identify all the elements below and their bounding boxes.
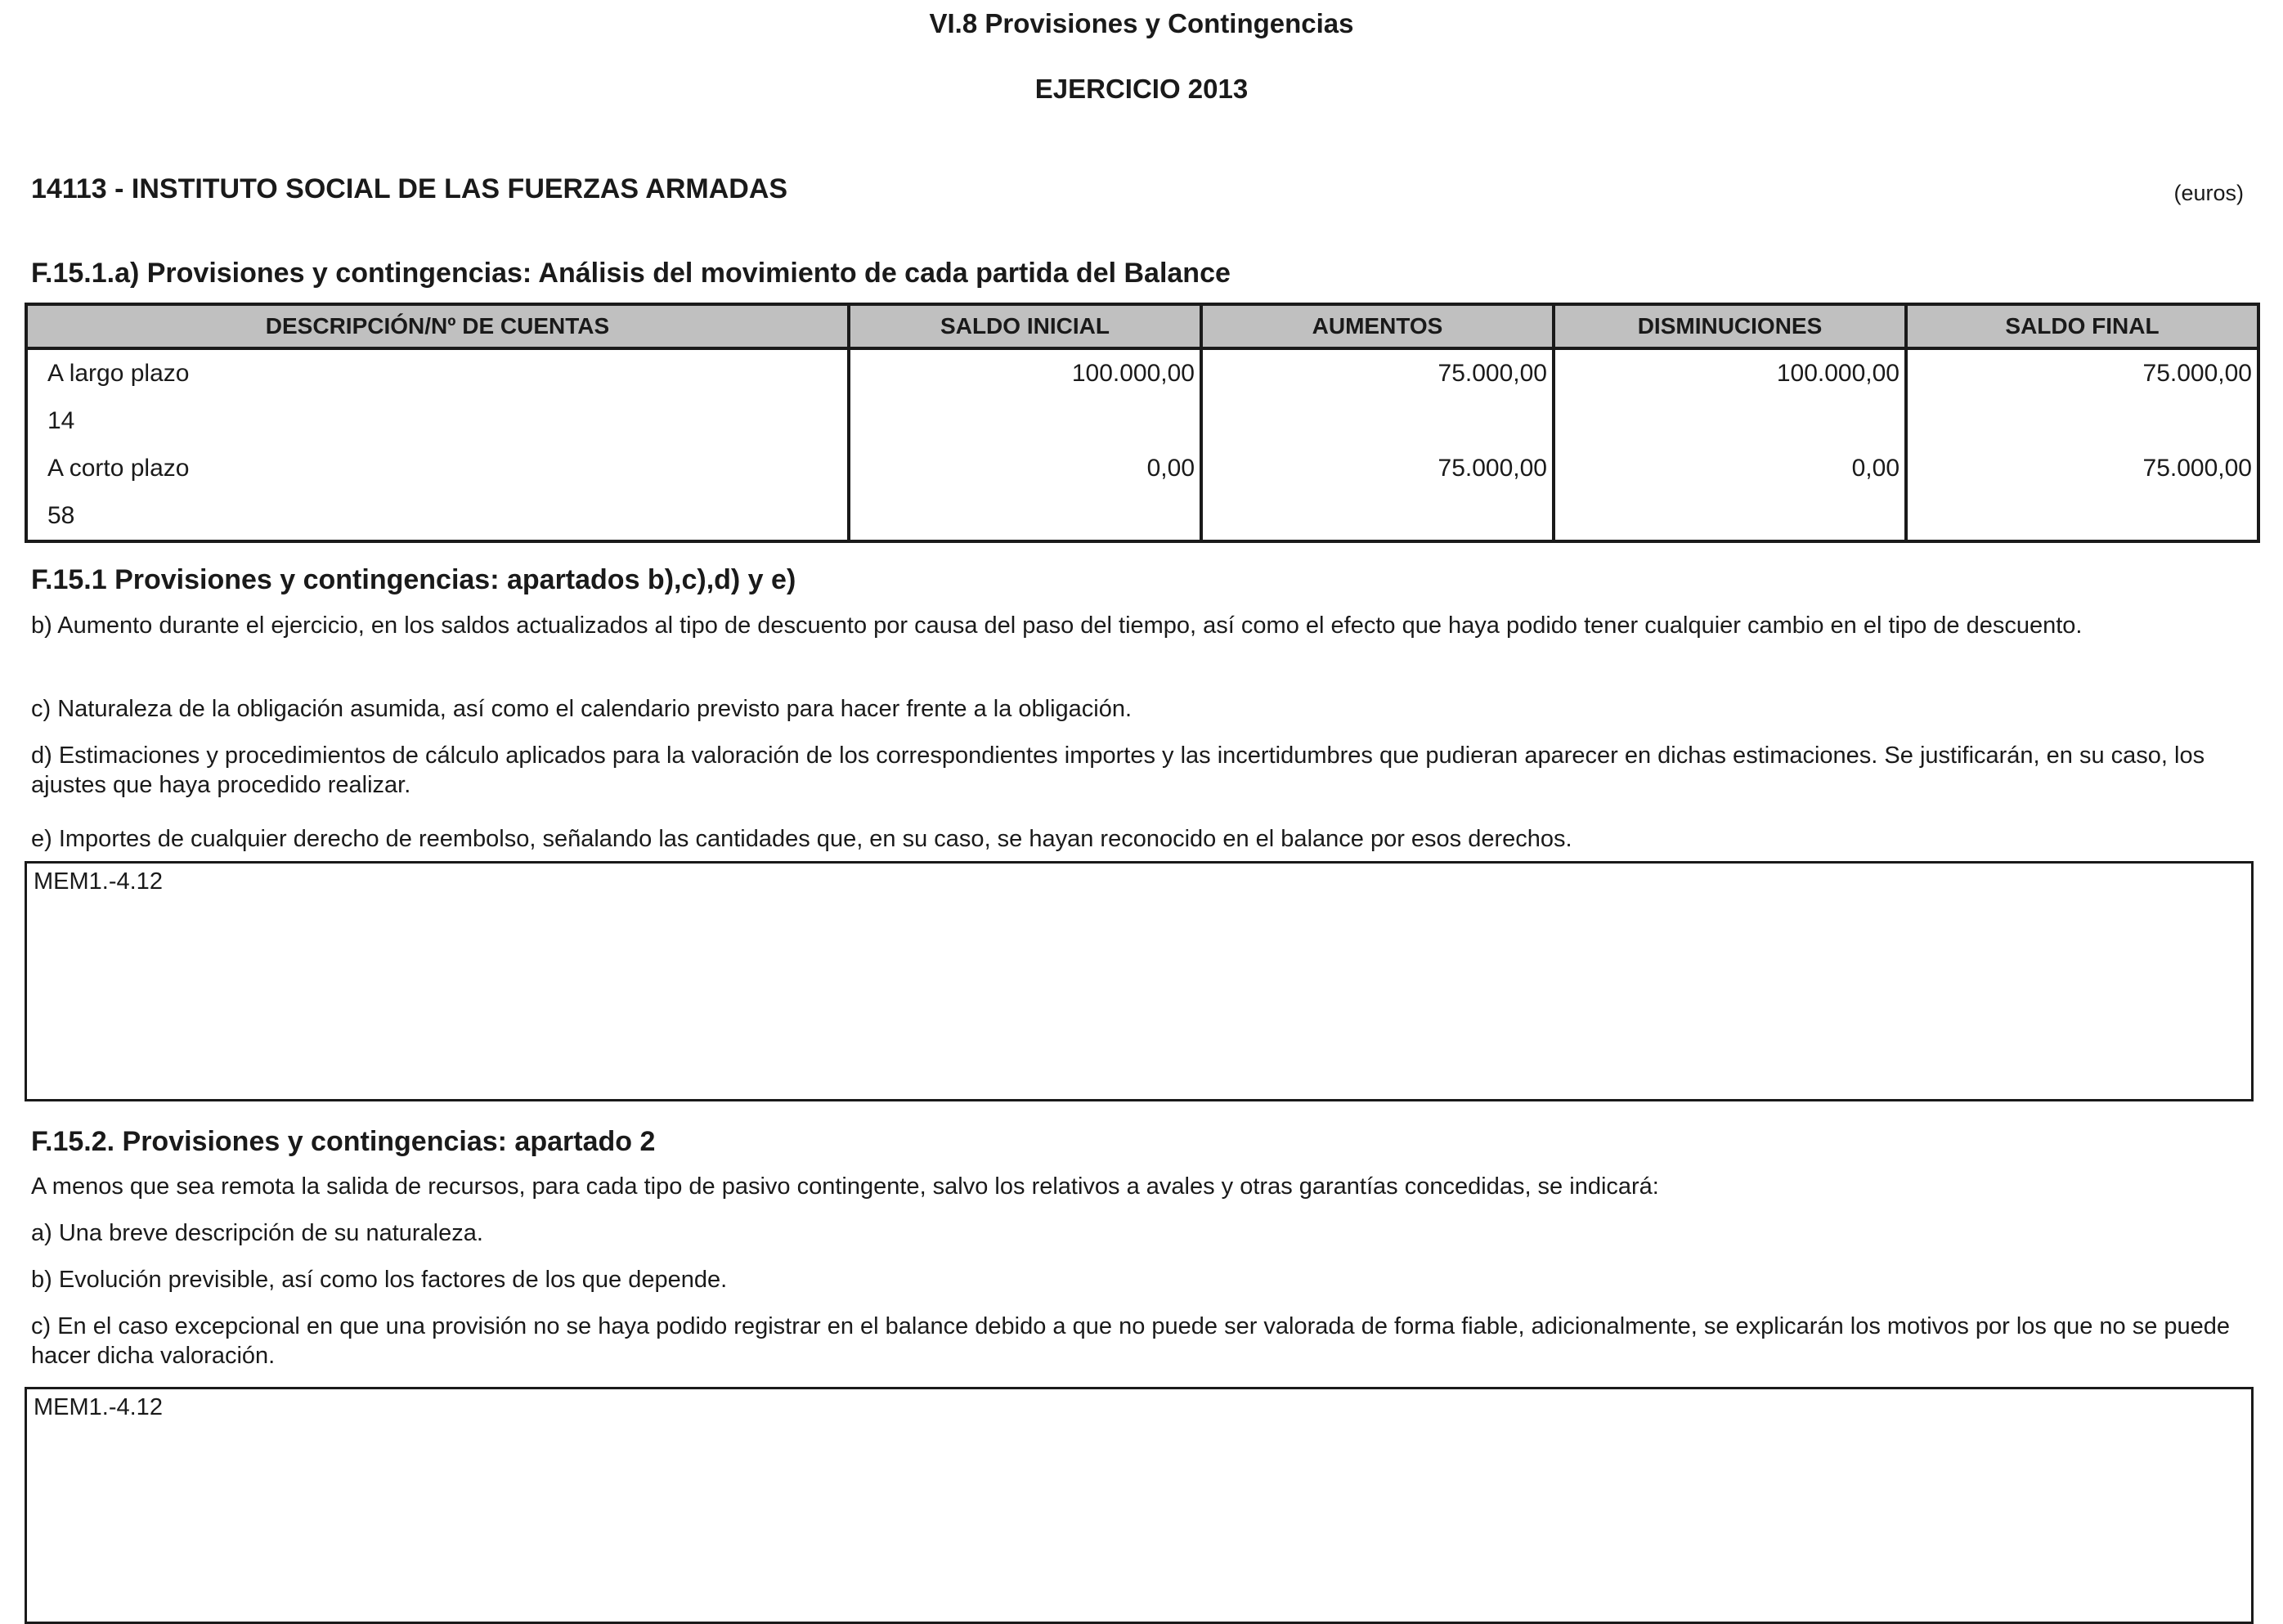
provisions-movement-table (25, 303, 2260, 543)
column-header-final-balance: SALDO FINAL (1906, 304, 2258, 348)
column-header-initial-balance: SALDO INICIAL (849, 304, 1201, 348)
paragraph-e: e) Importes de cualquier derecho de reembolso, señalando las cantidades que, en su caso, se hayan reconocido en el balance por esos derechos. (31, 826, 1572, 852)
table-row (26, 445, 2258, 492)
increases-cell: 75.000,00 (1201, 445, 1554, 492)
page-title: VI.8 Provisiones y Contingencias (929, 8, 1354, 38)
paragraph-c: c) Naturaleza de la obligación asumida, así como el calendario previsto para hacer frente a la obligación. (31, 696, 1133, 722)
column-header-description: DESCRIPCIÓN/Nº DE CUENTAS (26, 304, 849, 348)
row-description: A largo plazo (26, 348, 849, 397)
table-row (26, 492, 2258, 541)
section-heading-apartados: F.15.1 Provisiones y contingencias: apartados b),c),d) y e) (31, 564, 796, 595)
increases-cell (1201, 397, 1554, 445)
account-number: 14 (26, 397, 849, 445)
fiscal-year-title: EJERCICIO 2013 (1034, 74, 1249, 104)
decreases-cell: 0,00 (1554, 445, 1906, 492)
final-balance-cell: 75.000,00 (1906, 348, 2258, 397)
column-header-decreases: DISMINUCIONES (1554, 304, 1906, 348)
paragraph-c: c) En el caso excepcional en que una provisión no se haya podido registrar en el balance debido a que no puede ser valorada de forma fiable, adicionalmente, se explicarán los motivos por los que no se puede hacer dicha valoración. (31, 1313, 2231, 1369)
memo-reference: MEM1.-4.12 (34, 868, 163, 895)
initial-balance-cell (849, 397, 1201, 445)
paragraph-b: b) Aumento durante el ejercicio, en los saldos actualizados al tipo de descuento por causa del paso del tiempo, así como el efecto que haya podido tener cualquier cambio en el tipo de descuento. (31, 612, 2083, 639)
memo-box-apartado-2 (25, 1387, 2254, 1624)
table-row (26, 397, 2258, 445)
entity-name: 14113 - INSTITUTO SOCIAL DE LAS FUERZAS ARMADAS (31, 173, 788, 204)
row-description: A corto plazo (26, 445, 849, 492)
paragraph-a: a) Una breve descripción de su naturaleza. (31, 1220, 483, 1246)
paragraph-b: b) Evolución previsible, así como los factores de los que depende. (31, 1267, 728, 1293)
table-header-row (26, 304, 2258, 348)
decreases-cell: 100.000,00 (1554, 348, 1906, 397)
memo-box-apartados (25, 861, 2254, 1101)
memo-reference: MEM1.-4.12 (34, 1394, 163, 1420)
paragraph-d: d) Estimaciones y procedimientos de cálculo aplicados para la valoración de los correspondientes importes y las incertidumbres que pudieran aparecer en dichas estimaciones. Se justificarán, en su caso, los ajustes que haya procedido realizar. (31, 742, 2205, 798)
paragraph-intro: A menos que sea remota la salida de recursos, para cada tipo de pasivo contingente, salvo los relativos a avales y otras garantías concedidas, se indicará: (31, 1173, 1659, 1200)
currency-unit: (euros) (2173, 181, 2244, 205)
final-balance-cell (1906, 492, 2258, 541)
final-balance-cell: 75.000,00 (1906, 445, 2258, 492)
section-heading-movement: F.15.1.a) Provisiones y contingencias: Análisis del movimiento de cada partida del Balance (31, 258, 1231, 289)
increases-cell (1201, 492, 1554, 541)
account-number: 58 (26, 492, 849, 541)
increases-cell: 75.000,00 (1201, 348, 1554, 397)
initial-balance-cell: 100.000,00 (849, 348, 1201, 397)
final-balance-cell (1906, 397, 2258, 445)
table-row (26, 348, 2258, 397)
column-header-increases: AUMENTOS (1201, 304, 1554, 348)
decreases-cell (1554, 397, 1906, 445)
decreases-cell (1554, 492, 1906, 541)
initial-balance-cell: 0,00 (849, 445, 1201, 492)
section-heading-apartado-2: F.15.2. Provisiones y contingencias: apartado 2 (31, 1126, 656, 1157)
initial-balance-cell (849, 492, 1201, 541)
